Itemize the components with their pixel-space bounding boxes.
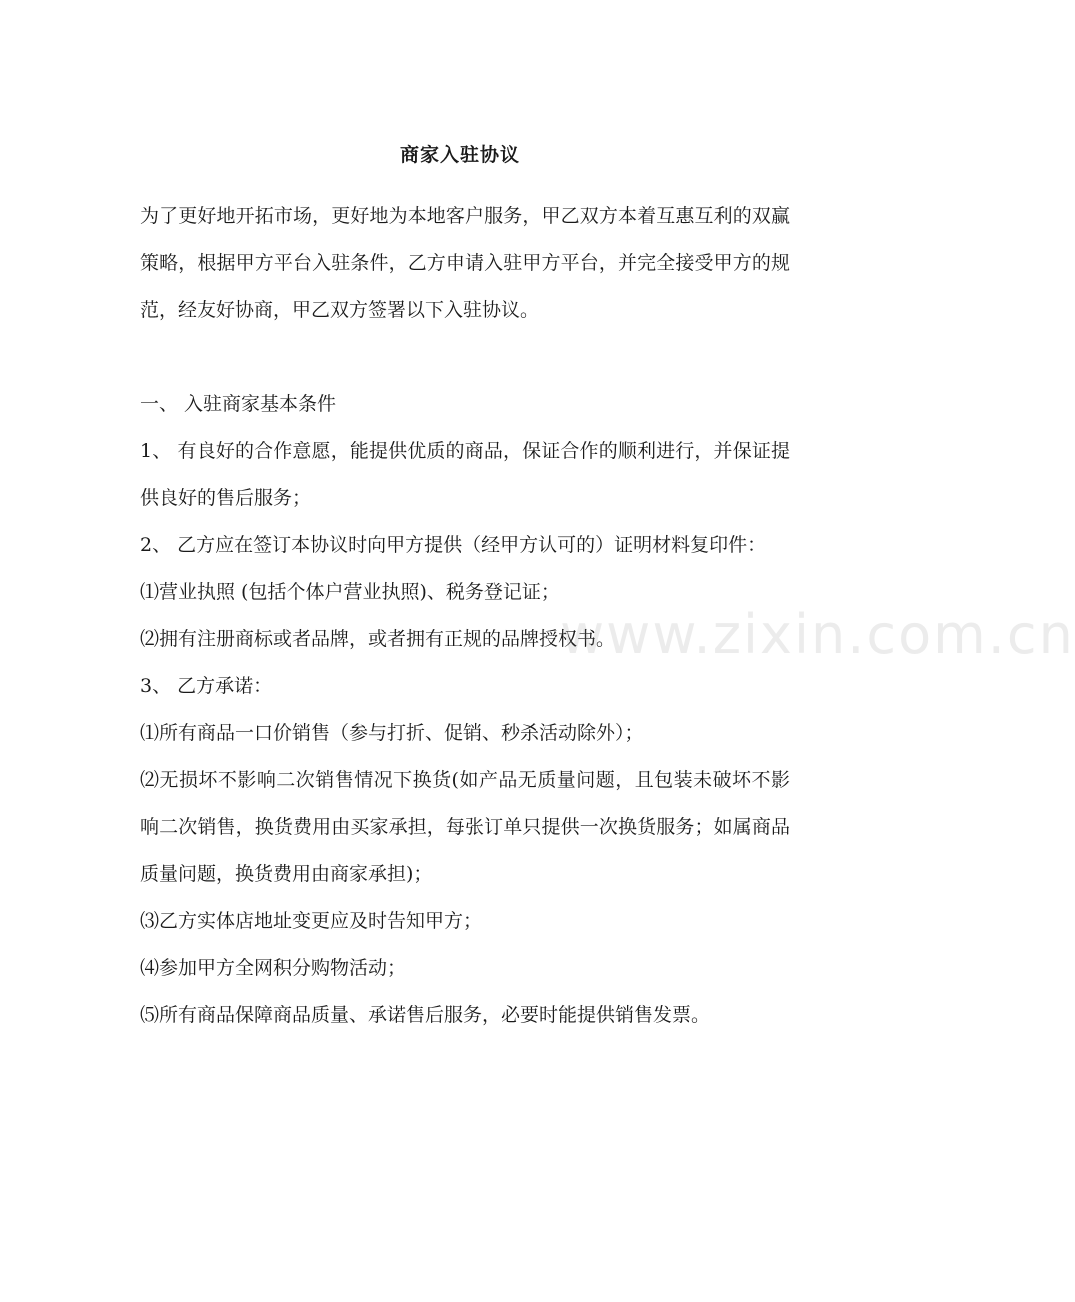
item-3-sub-5: ⑸所有商品保障商品质量、承诺售后服务，必要时能提供销售发票。: [140, 1004, 711, 1026]
item-2-sub-1: ⑴营业执照 (包括个体户营业执照)、税务登记证；: [140, 581, 560, 603]
watermark: www.zixin.com.cn: [560, 603, 1075, 666]
paragraph-gap: [140, 334, 790, 381]
item-1: 1、 有良好的合作意愿，能提供优质的商品，保证合作的顺利进行，并保证提供良好的售后服务；: [140, 440, 790, 509]
item-3-sub-3: ⑶乙方实体店地址变更应及时告知甲方；: [140, 910, 483, 932]
item-2: 2、 乙方应在签订本协议时向甲方提供（经甲方认可的）证明材料复印件：: [140, 534, 767, 556]
item-2-sub-2: ⑵拥有注册商标或者品牌，或者拥有正规的品牌授权书。: [140, 628, 616, 650]
section-heading: 一、 入驻商家基本条件: [140, 393, 337, 415]
item-3-sub-2: ⑵无损坏不影响二次销售情况下换货(如产品无质量问题，且包装未破坏不影响二次销售，换货费用由买家承担，每张订单只提供一次换货服务；如属商品质量问题，换货费用由商家承担)；: [140, 769, 790, 885]
item-3: 3、 乙方承诺：: [140, 675, 273, 697]
intro-paragraph: 为了更好地开拓市场，更好地为本地客户服务，甲乙双方本着互惠互利的双赢策略，根据甲方平台入驻条件，乙方申请入驻甲方平台，并完全接受甲方的规范，经友好协商，甲乙双方签署以下入驻协议。: [140, 205, 790, 321]
document-body: [140, 193, 790, 1039]
item-3-sub-4: ⑷参加甲方全网积分购物活动；: [140, 957, 407, 979]
document-title: 商家入驻协议: [399, 144, 520, 166]
item-3-sub-1: ⑴所有商品一口价销售（参与打折、促销、秒杀活动除外）；: [140, 722, 644, 744]
